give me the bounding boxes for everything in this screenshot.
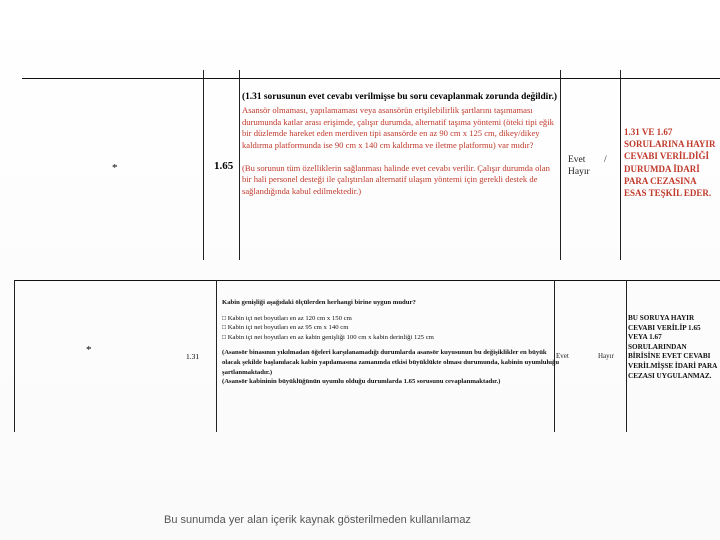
column-divider xyxy=(620,70,621,260)
penalty-note: 1.31 VE 1.67 SORULARINA HAYIR CEVABI VERİLDİĞİ DURUMDA İDARİ PARA CEZASINA ESAS TEŞKİL EDER. xyxy=(624,127,716,199)
column-divider xyxy=(203,70,204,260)
question-number: 1.31 xyxy=(186,352,200,361)
answer-yes: Evet xyxy=(568,155,586,165)
table-left-border xyxy=(14,280,15,432)
copyright-footer: Bu sunumda yer alan içerik kaynak gösterilmeden kullanılamaz xyxy=(164,514,471,526)
option-list xyxy=(222,314,562,343)
required-mark: * xyxy=(86,344,92,356)
column-divider xyxy=(626,280,627,432)
question-number: 1.65 xyxy=(214,160,234,172)
option-item: □ Kabin içi net boyutları en az 120 cm x 150 cm xyxy=(222,314,352,322)
question-note: (Asansör kabininin büyüklüğünün uyumlu olduğu durumlarda 1.65 sorusunu cevaplanmaktadır.) xyxy=(222,378,501,386)
answer-no: Hayır xyxy=(598,352,614,360)
question-text xyxy=(242,92,560,197)
option-item: □ Kabin içi net boyutları en az kabin genişliği 100 cm x kabin derinliği 125 cm xyxy=(222,333,434,341)
question-body: Asansör olmaması, yapılamaması veya asansörün erişilebilirlik şartlarını taşımaması durumunda katlar arası erişimde, çalışır durumda, alternatif taşıma yöntemi (öteki tipi eğik bir düzlemde hareket eden merdiven tipi asansörde en az 90 cm x 125 cm, dikey/dikey kaldırma platformunda ise 90 cm x 140 cm kaldırma ve iletme platformu) var mıdır? xyxy=(242,105,554,150)
answer-options xyxy=(568,154,607,178)
question-note: (Bu sorunun tüm özelliklerin sağlanması halinde evet cevabı verilir. Çalışır durumda olan bir hali personel desteği ile çalıştırılan alternatif ulaşım yöntemi için gerekli destek de sağlandığında kabul edilmektedir.) xyxy=(242,163,550,196)
question-heading: Kabin genişliği aşağıdaki ölçülerden herhangi birine uygun mudur? xyxy=(222,299,416,306)
column-divider xyxy=(216,280,217,432)
required-mark: * xyxy=(112,162,118,174)
table-top-border xyxy=(14,280,720,281)
table-top-border xyxy=(22,78,720,79)
table-row-1-31 xyxy=(14,280,720,432)
question-text xyxy=(222,298,562,387)
question-heading: (1.31 sorusunun evet cevabı verilmişse bu soru cevaplanmak zorunda değildir.) xyxy=(242,92,558,102)
penalty-note: BU SORUYA HAYIR CEVABI VERİLİP 1.65 VEYA 1.67 SORULARINDAN BİRİSİNE EVET CEVABI VERİLMİŞSE İDARİ PARA CEZASI UYGULANMAZ. xyxy=(628,314,717,380)
answer-no: Hayır xyxy=(568,167,590,177)
column-divider xyxy=(560,70,561,260)
answer-separator: / xyxy=(604,155,607,165)
answer-yes: Evet xyxy=(556,352,569,360)
column-divider xyxy=(239,70,240,260)
option-item: □ Kabin içi net boyutları en az 95 cm x 140 cm xyxy=(222,324,349,332)
question-note: (Asansör binasının yıkılmadan öğeleri karşılanamadığı durumlarda asansör kuyusunun bu değişiklikler en büyük olacak şekilde başlanılacak kabin yapılamasına zamanında etkisi büyüklükte olması durumunda, kabinin uyumluluğu şartlanmaktadır.) xyxy=(222,349,560,376)
table-row-1-65 xyxy=(22,70,720,260)
